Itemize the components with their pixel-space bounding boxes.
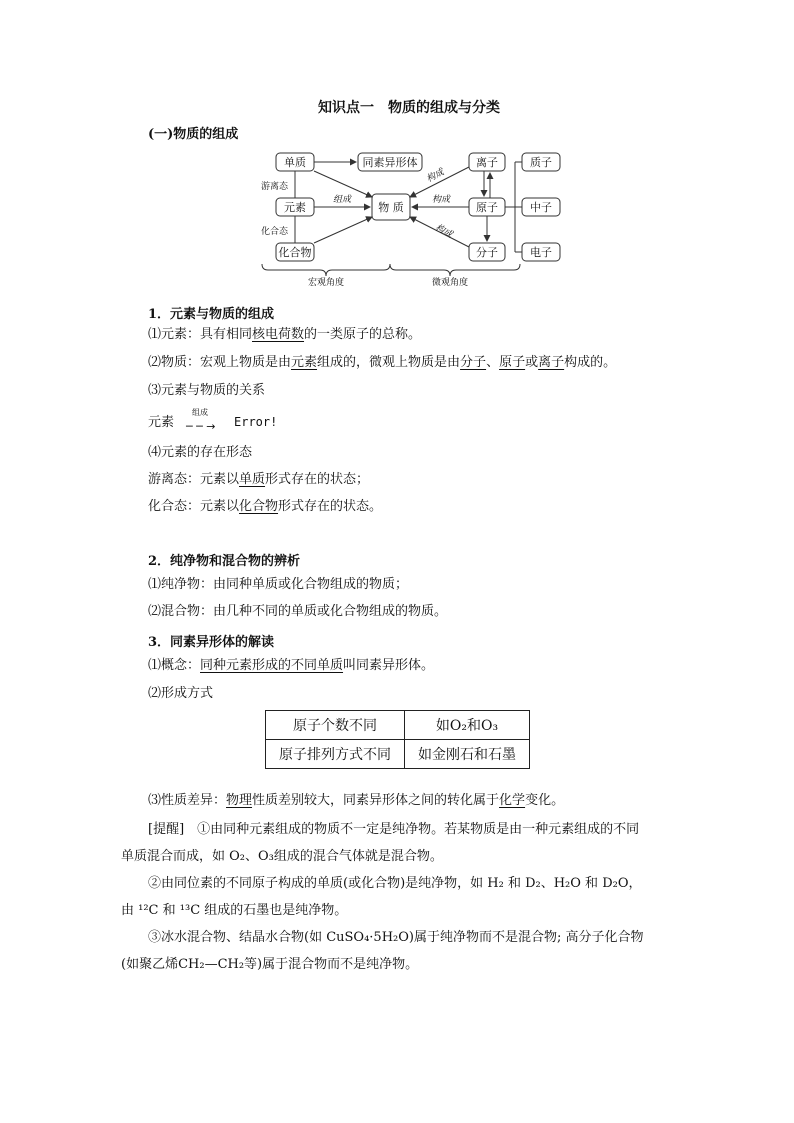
s1-line6: 化合态：元素以化合物形式存在的状态。: [148, 499, 383, 514]
s1-line1: ⑴元素：具有相同核电荷数的一类原子的总称。: [148, 327, 422, 342]
s2-line1: ⑴纯净物：由同种单质或化合物组成的物质；: [148, 577, 409, 592]
tip2-line1: ②由同位素的不同原子构成的单质(或化合物)是纯净物，如 H₂ 和 D₂、H₂O 和 D₂O，: [148, 876, 642, 891]
node-danzhi: 单质: [284, 156, 306, 169]
label-goucheng2: 构成: [432, 195, 451, 205]
relation-error: Error!: [234, 415, 278, 429]
tip3-line1: ③冰水混合物、结晶水合物(如 CuSO₄·5H₂O)属于纯净物而不是混合物; 高分子化合物: [148, 930, 644, 945]
relation-arrow-label: 组成: [192, 408, 208, 417]
s1-line4: ⑷元素的存在形态: [148, 445, 253, 460]
tip1-line2: 单质混合而成，如 O₂、O₃组成的混合气体就是混合物。: [121, 849, 443, 864]
label-goucheng1: 构成: [425, 167, 446, 185]
brace-label-micro: 微观角度: [431, 278, 469, 288]
table-cell: 如金刚石和石墨: [405, 740, 530, 769]
s1-line5: 游离态：元素以单质形式存在的状态；: [148, 472, 370, 487]
table-cell: 如O₂和O₃: [405, 711, 530, 740]
s3-line3: ⑶性质差异：物理性质差别较大，同素异形体之间的转化属于化学变化。: [148, 793, 565, 808]
s1-heading: 1．元素与物质的组成: [148, 307, 275, 322]
tip3-line2: (如聚乙烯CH₂—CH₂等)属于混合物而不是纯净物。: [121, 957, 419, 972]
node-tongsu: 同素异形体: [362, 156, 418, 169]
tip1-line1: [提醒] ①由同种元素组成的物质不一定是纯净物。若某物质是由一种元素组成的不同: [148, 822, 640, 837]
s1-line2: ⑵物质：宏观上物质是由元素组成的，微观上物质是由分子、原子或离子构成的。: [148, 355, 617, 370]
node-huahewu: 化合物: [278, 246, 312, 259]
section-heading: (一)物质的组成: [148, 127, 239, 142]
table-cell: 原子个数不同: [266, 711, 405, 740]
table-row: [266, 740, 530, 769]
s3-line1: ⑴概念：同种元素形成的不同单质叫同素异形体。: [148, 658, 435, 673]
s3-heading: 3．同素异形体的解读: [148, 635, 275, 650]
node-yuansu: 元素: [284, 201, 306, 214]
formation-table: [265, 710, 530, 769]
table-cell: 原子排列方式不同: [266, 740, 405, 769]
node-fenzi: 分子: [476, 246, 498, 259]
label-huahetai: 化合态: [261, 227, 289, 237]
label-zucheng: 组成: [333, 195, 352, 205]
s1-relation: 元素: [148, 415, 175, 430]
s1-line3: ⑶元素与物质的关系: [148, 383, 266, 398]
node-zhongzi: 中子: [530, 201, 552, 214]
node-zhizi: 质子: [530, 156, 552, 169]
relation-arrow: ─ ─ →: [186, 420, 216, 433]
node-wuzhi: 物 质: [378, 201, 404, 214]
tip2-line2: 由 ¹²C 和 ¹³C 组成的石墨也是纯净物。: [121, 903, 348, 918]
composition-diagram: [0, 0, 794, 300]
s2-line2: ⑵混合物：由几种不同的单质或化合物组成的物质。: [148, 604, 448, 619]
label-youlitai: 游离态: [261, 182, 289, 192]
s3-line2: ⑵形成方式: [148, 686, 214, 701]
label-goucheng3: 构成: [433, 223, 454, 241]
brace-label-macro: 宏观角度: [307, 278, 345, 288]
node-dianzi: 电子: [530, 246, 552, 259]
page-title: 知识点一 物质的组成与分类: [318, 100, 500, 116]
table-row: [266, 711, 530, 740]
node-yuanzi: 原子: [476, 201, 498, 214]
s2-heading: 2．纯净物和混合物的辨析: [148, 554, 301, 569]
node-lizi: 离子: [476, 156, 498, 169]
